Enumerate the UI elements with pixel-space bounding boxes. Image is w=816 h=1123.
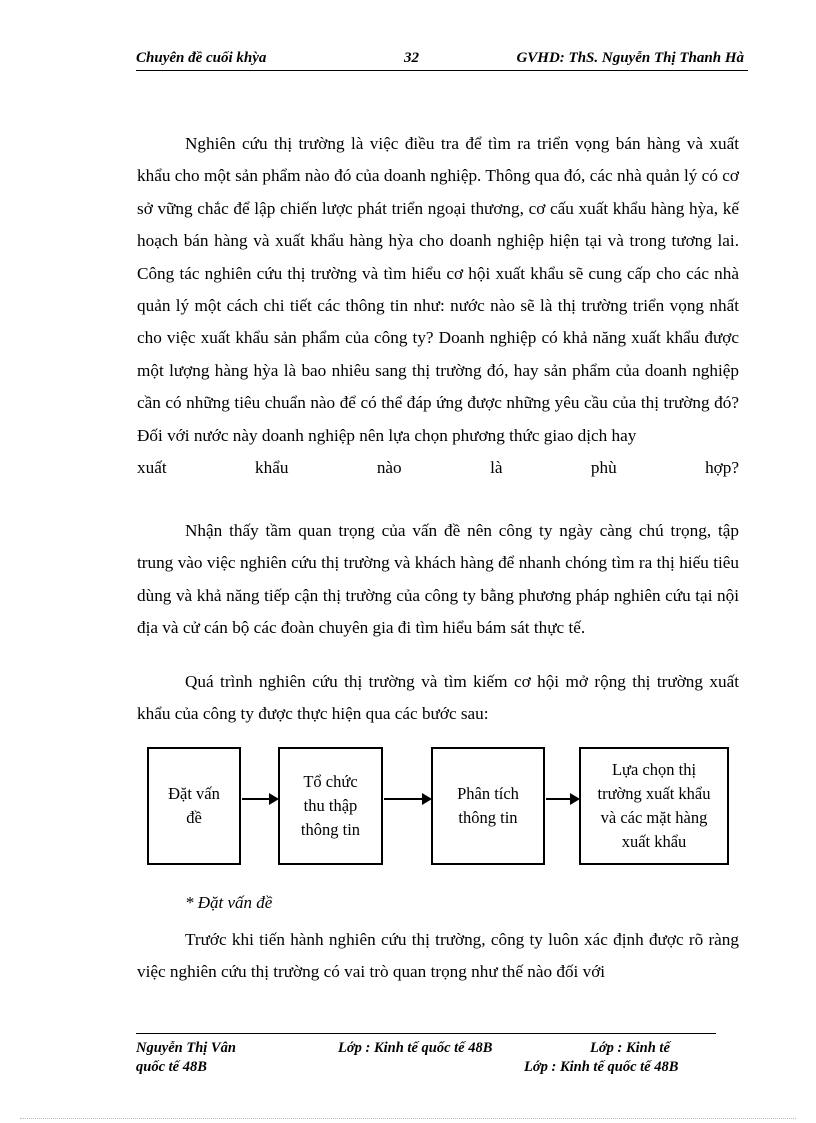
footer-author: Nguyễn Thị Vân [136, 1040, 236, 1056]
header-supervisor: GVHD: ThS. Nguyễn Thị Thanh Hà [516, 50, 744, 66]
flow-step-select-market [579, 747, 729, 865]
flow-step-collect-info [278, 747, 383, 865]
flow-step-4-line-3: và các mặt hàng [600, 808, 708, 827]
page-header [136, 46, 746, 72]
header-divider [136, 70, 748, 71]
flow-step-2-line-3: thông tin [300, 820, 361, 839]
page-number: 32 [404, 50, 419, 66]
flow-step-4-line-4: xuất khẩu [621, 832, 687, 851]
flow-arrow-3 [546, 798, 578, 800]
flow-step-1-line-2: đề [186, 808, 202, 827]
flow-arrow-1 [242, 798, 277, 800]
footer-divider [136, 1033, 716, 1034]
header-title: Chuyên đề cuối khỳa [136, 50, 267, 66]
footer-author-cont: quốc tế 48B [136, 1059, 207, 1075]
paragraph-1-last-line: xuất khẩu nào là phù hợp? [137, 458, 739, 478]
paragraph-3-text: Quá trình nghiên cứu thị trường và tìm kiếm cơ hội mở rộng thị trường xuất khẩu của công ty được thực hiện qua các bước sau: [137, 672, 739, 724]
flow-step-4-line-1: Lựa chọn thị [611, 760, 697, 779]
flow-step-define-problem [147, 747, 241, 865]
paragraph-4-text: Trước khi tiến hành nghiên cứu thị trường, công ty luôn xác định được rõ ràng việc nghiên cứu thị trường có vai trò quan trọng như thế nào đối với [137, 930, 739, 982]
flow-step-2-line-1: Tổ chức [303, 772, 358, 791]
subheading-define-problem: * Đặt vấn đề [185, 893, 273, 912]
flow-step-3-line-1: Phân tích [457, 784, 519, 803]
flow-step-2-line-2: thu thập [303, 796, 358, 815]
paragraph-1 [137, 128, 739, 484]
footer-class-center: Lớp : Kinh tế quốc tế 48B [338, 1040, 493, 1056]
flow-step-1-line-1: Đặt vấn [168, 784, 220, 803]
flow-arrow-2 [384, 798, 430, 800]
flow-step-3-line-2: thông tin [458, 808, 518, 827]
flow-step-analyze-info [431, 747, 545, 865]
paragraph-3 [137, 666, 739, 731]
flow-step-4-line-2: trường xuất khẩu [597, 784, 711, 803]
paragraph-2-text: Nhận thấy tầm quan trọng của vấn đề nên công ty ngày càng chú trọng, tập trung vào việc nghiên cứu thị trường và khách hàng để nhanh chóng tìm ra thị hiếu tiêu dùng và khả năng tiếp cận thị trường của công ty bằng phương pháp nghiên cứu tại nội địa và cử cán bộ các đoàn chuyên gia đi tìm hiểu bám sát thực tế. [137, 521, 739, 638]
paragraph-1-text: Nghiên cứu thị trường là việc điều tra để tìm ra triển vọng bán hàng và xuất khẩu cho một sản phẩm nào đó của doanh nghiệp. Thông qua đó, các nhà quản lý có cơ sở vững chắc để lập chiến lược phát triển ngoại thương, cơ cấu xuất khẩu hàng hỳa, kế hoạch bán hàng và xuất khẩu hàng hỳa cho doanh nghiệp hiện tại và trong tương lai. Công tác nghiên cứu thị trường và tìm hiểu cơ hội xuất khẩu sẽ cung cấp cho các nhà quản lý một cách chi tiết các thông tin như: nước nào sẽ là thị trường triển vọng nhất cho việc xuất khẩu sản phẩm của công ty? Doanh nghiệp có khả năng xuất khẩu được một lượng hàng hỳa là bao nhiêu sang thị trường đó, hay sản phẩm của doanh nghiệp cần có những tiêu chuẩn nào để có thể đáp ứng được những yêu cầu của thị trường đó? Đối với nước này doanh nghiệp nên lựa chọn phương thức giao dịch hay [137, 134, 739, 445]
footer-class-right-top: Lớp : Kinh tế [590, 1040, 670, 1056]
paragraph-2 [137, 515, 739, 645]
paragraph-4 [137, 924, 739, 989]
page-bottom-dotted-line [20, 1118, 796, 1119]
footer-class-right-bottom: Lớp : Kinh tế quốc tế 48B [524, 1059, 679, 1075]
